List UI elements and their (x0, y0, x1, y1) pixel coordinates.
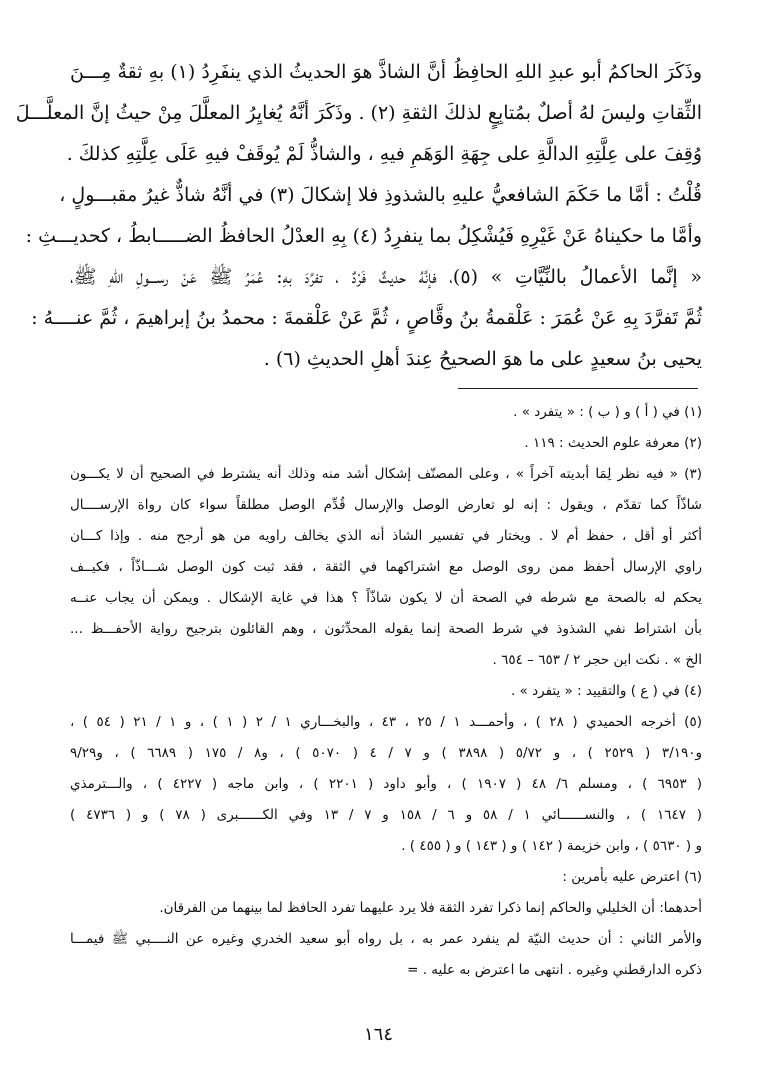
footnote-line: والأمر الثاني : أن حديث النيّة لم ينفرد عمر به ، بل رواه أبو سعيد الخدري وغيره عن النــــبي ﷺ فيمـــا (70, 931, 702, 947)
footnote-line: يحكم له بالصحة مع شرطه في الصحة أن لا يكون شاذّاً ؟ هذا في غاية الإشكال . ويمكن أن يجاب عنــه (70, 590, 702, 606)
footnote-line: (٥) أخرجه الحميدي ( ٢٨ ) ، وأحمـــد ١ / ٢٥ ، ٤٣ ، والبخـــاري ١ / ٢ ( ١ ) ، و ١ / ٢١ ( ٥٤ ) ، (70, 714, 702, 730)
footnote-line: (١) في ( أ ) و ( ب ) : « يتفرد » . (513, 404, 702, 420)
body-line: وذَكَرَ الحاكمُ أبو عبدِ اللهِ الحافِظُ أنَّ الشاذَّ هوَ الحديثُ الذي ينفَرِدُ (١) بهِ ثقةٌ مِـــنَ (70, 61, 702, 83)
footnote-line: (٤) في ( ع ) والتقييد : « يتفرد » . (510, 683, 702, 699)
body-line: وأمَّا ما حكيناهُ عَنْ غَيْرِهِ فَيُشْكِلُ بما ينفرِدُ (٤) بِهِ العدْلُ الحافظُ الضـــــابطُ ، كحديـــثِ : (25, 225, 702, 247)
footnote-line: الخ » . نكت ابن حجر ٢ / ٦٥٣ – ٦٥٤ . (492, 652, 702, 668)
footnote-line: راوي الإرسال أحفظ ممن روى الوصل مع اشتراكهما في الثقة ، فقد ثبت كون الوصل شـــاذّاً ، فكيــف (70, 559, 702, 575)
main-text (15, 52, 702, 380)
footnote-line: (٣) « فيه نظر لِمَا أبديته آخراً » ، وعلى المصنّف إشكال أشد منه وذلك أنه يشترط في الصحيح أن لا يكـــون (70, 466, 702, 482)
footnote-line: و٣/١٩٠ ( ٢٥٢٩ ) ، و ٥/٧٢ ( ٣٨٩٨ ) و ٧ / ٤ ( ٥٠٧٠ ) ، و٨ / ١٧٥ ( ٦٦٨٩ ) ، و٩/٢٩ (70, 745, 702, 761)
footnote-line: ( ٦٩٥٣ ) ، ومسلم ٦/ ٤٨ ( ١٩٠٧ ) ، وأبو داود ( ٢٢٠١ ) ، وابن ماجه ( ٤٢٢٧ ) ، والـــترمذي (70, 776, 703, 792)
footnote-line: (٢) معرفة علوم الحديث : ١١٩ . (524, 435, 702, 451)
footnote-line: ذكره الدارقطني وغيره . انتهى ما اعترض به عليه . = (407, 962, 702, 978)
footnote-line: و ( ٥٦٣٠ ) ، وابن خزيمة ( ١٤٢ ) و ( ١٤٣ ) و ( ٤٥٥ ) . (401, 838, 702, 854)
body-line: قُلْتُ : أمَّا ما حَكَمَ الشافعيُّ عليهِ بالشذوذِ فلا إشكالَ (٣) في أنَّهُ شاذٌّ غيرُ مقبـــولٍ ، (59, 184, 702, 206)
page-number: ١٦٤ (363, 1024, 393, 1045)
footnote-line: ( ١٦٤٧ ) ، والنســــــائي ١ / ٥٨ و ٦ / ١٥٨ و ٧ / ١٣ وفي الكــــــبرى ( ٧٨ ) و ( ٤٧٣٦ ) (70, 807, 703, 823)
body-line: « إنَّما الأعمالُ بالنِّيَّاتِ » (٥)، فإنَّهُ حديثٌ فَرْدٌ ، تفرَّدَ بهِ: عُمَرُ ﷺ عَنْ رســـولِ اللهِ ﷺ، (70, 266, 702, 288)
body-line: وُقِفَ على عِلَّتِهِ الدالَّةِ على جِهَةِ الوَهَمِ فيهِ ، والشاذُّ لَمْ يُوقَفْ فيهِ عَلَى عِلَّتِهِ كذلكَ . (66, 143, 702, 165)
footnotes (70, 397, 702, 986)
footnote-line: (٦) اعترض عليه بأمرين : (562, 869, 702, 885)
footnote-line: أكثر أو أقل ، حفظ أم لا . ويختار في تفسير الشاذ أنه الذي يخالف راويه من هو أرجح منه . وإذا كـــان (70, 528, 702, 544)
footnote-line: أحدهما: أن الخليلي والحاكم إنما ذكرا تفرد الثقة فلا يرد عليهما تفرد الحافظ لما بينهما من الفرقان. (159, 900, 702, 916)
body-line: ثُمَّ تَفرَّدَ بِهِ عَنْ عُمَرَ : عَلْقمةُ بنُ وقَّاصٍ ، ثُمَّ عَنْ عَلْقمةَ : محمدُ بنُ إبراهيمَ ، ثُمَّ عنــــهُ : (31, 307, 702, 329)
footnote-separator (458, 388, 698, 389)
body-line: الثِّقاتِ وليسَ لهُ أصلٌ بمُتابِعٍ لذلكَ الثقةِ (٢) . وذَكَرَ أنَّهُ يُغايِرُ المعلَّلَ مِنْ حيثُ إنَّ المعلَّـــلَ (15, 102, 702, 124)
footnote-line: شاذّاً كما تقدّم ، ويقول : إنه لو تعارض الوصل والإرسال قُدِّم الوصل مطلقاً سواء كان رواة الإرســــال (70, 497, 702, 513)
body-line: يحيى بنُ سعيدٍ على ما هوَ الصحيحُ عِندَ أهلِ الحديثِ (٦) . (263, 348, 702, 370)
footnote-line: بأن اشتراط نفي الشذوذ في شرط الصحة إنما يقوله المحدِّثون ، وهم القائلون بترجيح رواية الأحفـــظ ... (70, 621, 702, 637)
